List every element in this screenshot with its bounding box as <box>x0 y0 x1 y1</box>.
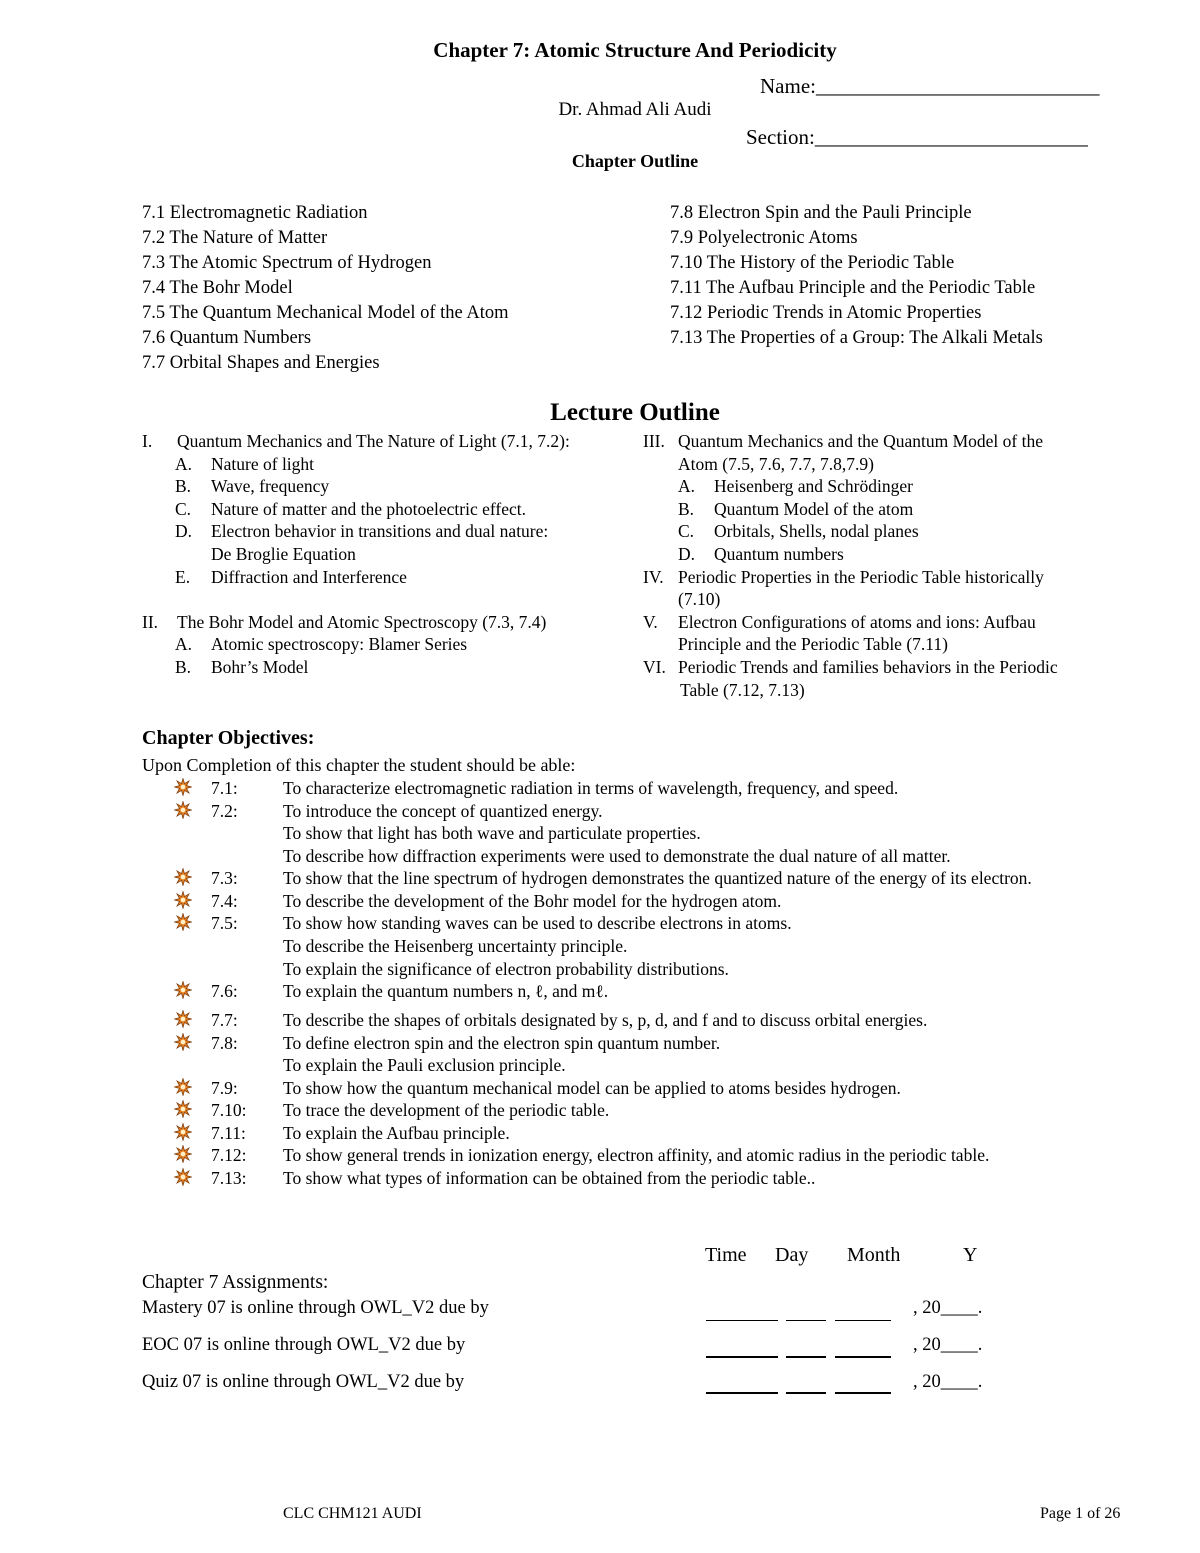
objective-number: 7.13: <box>211 1168 247 1188</box>
lecture-outline-left <box>142 430 632 679</box>
lecture-item <box>643 566 1143 589</box>
lecture-item-text: Diffraction and Interference <box>211 566 407 587</box>
lecture-item <box>142 633 632 656</box>
outline-item: 7.4 The Bohr Model <box>142 278 293 298</box>
time-blank[interactable] <box>706 1320 778 1321</box>
column-header-year: Y <box>963 1244 978 1266</box>
outline-item: 7.8 Electron Spin and the Pauli Principle <box>670 203 972 223</box>
footer-page-number: Page 1 of 26 <box>1040 1505 1121 1522</box>
objective-row <box>0 912 1200 934</box>
assignment-mastery: Mastery 07 is online through OWL_V2 due by <box>142 1298 489 1318</box>
lecture-item-text: Periodic Properties in the Periodic Table historically <box>678 566 1044 587</box>
objective-number: 7.12: <box>211 1145 247 1165</box>
objectives-intro: Upon Completion of this chapter the student should be able: <box>142 755 576 775</box>
outline-item: 7.11 The Aufbau Principle and the Periodic Table <box>670 278 1036 298</box>
objectives-heading: Chapter Objectives: <box>142 727 315 749</box>
objective-text: To characterize electromagnetic radiation in terms of wavelength, frequency, and speed. <box>283 778 899 798</box>
lecture-item <box>142 566 632 589</box>
outline-item: 7.12 Periodic Trends in Atomic Properties <box>670 303 982 323</box>
lecture-item-number: I. <box>142 431 153 451</box>
objective-text: To describe the shapes of orbitals designated by s, p, d, and f and to discuss orbital energies. <box>283 1010 928 1030</box>
lecture-item-number: V. <box>643 611 658 632</box>
outline-item: 7.13 The Properties of a Group: The Alkali Metals <box>670 328 1043 348</box>
lecture-item <box>142 588 632 611</box>
section-field: Section:__________________________ <box>746 125 1088 149</box>
objective-text: To explain the quantum numbers n, ℓ, and mℓ. <box>283 981 609 1001</box>
objective-row <box>0 800 1200 822</box>
lecture-item <box>643 498 1143 521</box>
objective-row <box>0 1122 1200 1144</box>
objective-number: 7.11: <box>211 1123 246 1143</box>
objective-number: 7.3: <box>211 868 238 888</box>
star-bullet-icon <box>174 868 192 886</box>
outline-item: 7.9 Polyelectronic Atoms <box>670 228 858 248</box>
lecture-item <box>142 656 632 679</box>
lecture-item <box>643 679 1143 702</box>
objective-text: To show that the line spectrum of hydrogen demonstrates the quantized nature of the energy of its electron. <box>283 868 1032 888</box>
objective-row <box>0 1077 1200 1099</box>
outline-item: 7.1 Electromagnetic Radiation <box>142 203 368 223</box>
objective-row <box>0 935 1200 957</box>
star-bullet-icon <box>174 1123 192 1141</box>
lecture-item-text: Nature of matter and the photoelectric effect. <box>211 498 527 519</box>
lecture-item-number: C. <box>678 521 695 542</box>
star-bullet-icon <box>174 1145 192 1163</box>
objective-row <box>0 777 1200 799</box>
lecture-item <box>142 611 632 634</box>
objective-number: 7.6: <box>211 981 238 1001</box>
month-blank[interactable] <box>835 1356 891 1358</box>
lecture-outline-right <box>643 430 1143 701</box>
lecture-item <box>142 498 632 521</box>
lecture-item <box>643 633 1143 656</box>
star-bullet-icon <box>174 1010 192 1028</box>
objective-row <box>0 958 1200 980</box>
objective-text: To define electron spin and the electron spin quantum number. <box>283 1033 721 1053</box>
lecture-item <box>643 588 1143 611</box>
lecture-outline-heading: Lecture Outline <box>550 399 720 426</box>
lecture-item-number: III. <box>643 431 665 451</box>
lecture-item-text: Quantum Model of the atom <box>714 498 914 519</box>
lecture-item-text: Quantum numbers <box>714 543 844 564</box>
objective-row <box>0 1099 1200 1121</box>
objective-text: To explain the Aufbau principle. <box>283 1123 510 1143</box>
year-field: , 20____. <box>913 1372 983 1392</box>
day-blank[interactable] <box>786 1356 826 1358</box>
objective-text: To show that light has both wave and particulate properties. <box>283 823 701 843</box>
lecture-item-text: Atom (7.5, 7.6, 7.7, 7.8,7.9) <box>678 453 874 474</box>
lecture-item-number: A. <box>175 634 193 655</box>
time-blank[interactable] <box>706 1356 778 1358</box>
month-blank[interactable] <box>835 1392 891 1394</box>
lecture-item-number: II. <box>142 611 159 632</box>
assignment-quiz: Quiz 07 is online through OWL_V2 due by <box>142 1372 465 1392</box>
objective-text: To explain the Pauli exclusion principle. <box>283 1055 566 1075</box>
lecture-item <box>142 430 632 453</box>
objective-row <box>0 1167 1200 1189</box>
lecture-item-number: A. <box>175 453 193 474</box>
objective-number: 7.1: <box>211 778 238 798</box>
lecture-item <box>142 475 632 498</box>
objective-number: 7.9: <box>211 1078 238 1098</box>
lecture-item-number: VI. <box>643 656 666 677</box>
objective-row <box>0 890 1200 912</box>
objective-text: To show general trends in ionization energy, electron affinity, and atomic radius in the periodic table. <box>283 1145 990 1165</box>
objective-text: To describe the development of the Bohr model for the hydrogen atom. <box>283 891 782 911</box>
star-bullet-icon <box>174 981 192 999</box>
objective-number: 7.4: <box>211 891 238 911</box>
lecture-item <box>643 475 1143 498</box>
lecture-item-text: Quantum Mechanics and the Quantum Model of the <box>678 431 1043 451</box>
outline-item: 7.5 The Quantum Mechanical Model of the Atom <box>142 303 509 323</box>
document-title: Chapter 7: Atomic Structure And Periodicity <box>433 38 837 62</box>
objective-number: 7.5: <box>211 913 238 933</box>
name-field: Name:___________________________ <box>760 74 1100 98</box>
lecture-item-number: D. <box>175 521 193 542</box>
star-bullet-icon <box>174 1033 192 1051</box>
year-field: , 20____. <box>913 1335 983 1355</box>
lecture-item-text: Quantum Mechanics and The Nature of Light (7.1, 7.2): <box>177 431 570 451</box>
day-blank[interactable] <box>786 1320 826 1321</box>
objective-text: To explain the significance of electron probability distributions. <box>283 959 729 979</box>
objective-text: To introduce the concept of quantized energy. <box>283 801 603 821</box>
lecture-item-text: Orbitals, Shells, nodal planes <box>714 521 919 542</box>
outline-item: 7.7 Orbital Shapes and Energies <box>142 353 380 373</box>
author-name: Dr. Ahmad Ali Audi <box>558 99 712 120</box>
objective-row <box>0 1032 1200 1054</box>
lecture-item-number: C. <box>175 498 192 519</box>
objective-text: To trace the development of the periodic table. <box>283 1100 610 1120</box>
lecture-item-number: E. <box>175 566 191 587</box>
objective-row <box>0 867 1200 889</box>
lecture-item <box>643 611 1143 634</box>
day-blank[interactable] <box>786 1392 826 1394</box>
objective-number: 7.8: <box>211 1033 238 1053</box>
outline-item: 7.6 Quantum Numbers <box>142 328 312 348</box>
objective-row <box>0 845 1200 867</box>
objective-text: To show how the quantum mechanical model can be applied to atoms besides hydrogen. <box>283 1078 901 1098</box>
star-bullet-icon <box>174 1168 192 1186</box>
month-blank[interactable] <box>835 1320 891 1321</box>
lecture-item-text: Atomic spectroscopy: Blamer Series <box>211 634 468 655</box>
objective-row <box>0 1054 1200 1076</box>
lecture-item-number: B. <box>175 476 192 497</box>
lecture-item <box>643 453 1143 476</box>
lecture-item <box>643 543 1143 566</box>
year-field: , 20____. <box>913 1298 983 1318</box>
objective-row <box>0 980 1200 1002</box>
lecture-item-text: Heisenberg and Schrödinger <box>714 476 913 497</box>
assignment-eoc: EOC 07 is online through OWL_V2 due by <box>142 1335 466 1355</box>
star-bullet-icon <box>174 778 192 796</box>
star-bullet-icon <box>174 891 192 909</box>
lecture-item-text: The Bohr Model and Atomic Spectroscopy (7.3, 7.4) <box>177 611 547 632</box>
outline-item: 7.3 The Atomic Spectrum of Hydrogen <box>142 253 432 273</box>
star-bullet-icon <box>174 913 192 931</box>
lecture-item-number: A. <box>678 476 696 497</box>
lecture-item <box>643 656 1143 679</box>
objective-number: 7.2: <box>211 801 238 821</box>
assignments-heading: Chapter 7 Assignments: <box>142 1272 329 1293</box>
objective-number: 7.7: <box>211 1010 238 1030</box>
column-header-day: Day <box>775 1244 809 1266</box>
objective-text: To describe the Heisenberg uncertainty principle. <box>283 936 628 956</box>
lecture-item-text: (7.10) <box>678 589 721 610</box>
footer-course: CLC CHM121 AUDI <box>283 1505 422 1522</box>
column-header-time: Time <box>705 1244 747 1266</box>
objective-row <box>0 822 1200 844</box>
lecture-item <box>643 430 1143 453</box>
lecture-item-number: IV. <box>643 566 664 587</box>
objective-row <box>0 1009 1200 1031</box>
lecture-item-number: B. <box>678 498 695 519</box>
lecture-item <box>142 520 632 543</box>
chapter-outline-left <box>142 201 509 376</box>
lecture-item-text: Electron behavior in transitions and dual nature: <box>211 521 549 542</box>
lecture-item-text: Table (7.12, 7.13) <box>680 679 805 700</box>
lecture-item-number: D. <box>678 543 696 564</box>
star-bullet-icon <box>174 801 192 819</box>
objective-text: To describe how diffraction experiments were used to demonstrate the dual nature of all matter. <box>283 846 951 866</box>
outline-item: 7.10 The History of the Periodic Table <box>670 253 955 273</box>
lecture-item-text: Electron Configurations of atoms and ions: Aufbau <box>678 611 1036 632</box>
lecture-item <box>643 520 1143 543</box>
outline-item: 7.2 The Nature of Matter <box>142 228 328 248</box>
lecture-item-text: Principle and the Periodic Table (7.11) <box>678 634 948 655</box>
objective-text: To show what types of information can be obtained from the periodic table.. <box>283 1168 816 1188</box>
lecture-item <box>142 453 632 476</box>
star-bullet-icon <box>174 1100 192 1118</box>
lecture-item <box>142 543 632 566</box>
lecture-item-text: De Broglie Equation <box>211 543 356 564</box>
lecture-item-text: Bohr’s Model <box>211 656 309 677</box>
time-blank[interactable] <box>706 1392 778 1394</box>
lecture-item-text: Nature of light <box>211 453 315 474</box>
lecture-item-text: Wave, frequency <box>211 476 330 497</box>
lecture-item-number: B. <box>175 656 192 677</box>
objective-row <box>0 1144 1200 1166</box>
lecture-item-text: Periodic Trends and families behaviors in the Periodic <box>678 656 1058 677</box>
chapter-outline-heading: Chapter Outline <box>571 151 699 171</box>
chapter-outline-right <box>670 201 1043 351</box>
column-header-month: Month <box>847 1244 901 1266</box>
objective-text: To show how standing waves can be used to describe electrons in atoms. <box>283 913 792 933</box>
star-bullet-icon <box>174 1078 192 1096</box>
objective-number: 7.10: <box>211 1100 247 1120</box>
